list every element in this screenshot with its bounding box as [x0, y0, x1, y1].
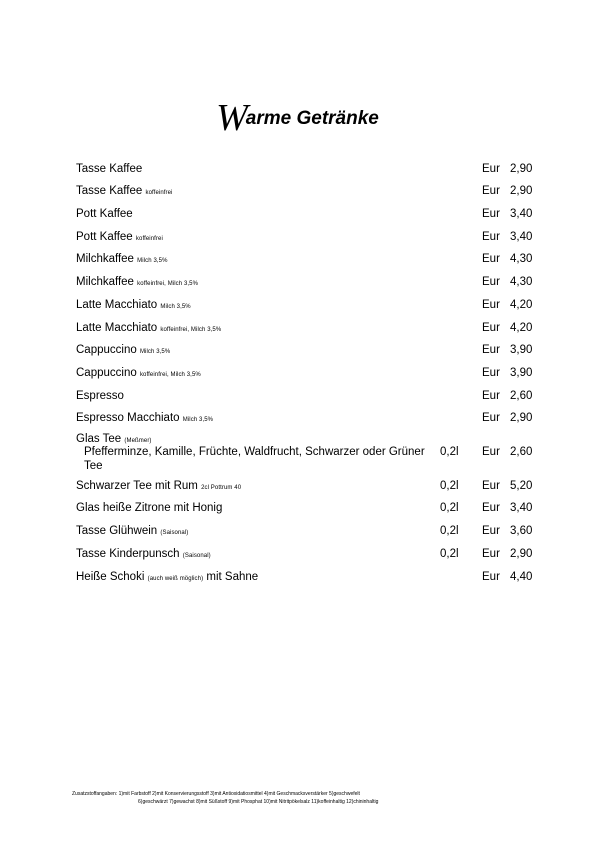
item-description: Pfefferminze, Kamille, Früchte, Waldfrucht, Schwarzer oder Grüner Tee — [84, 446, 425, 472]
item-price: 3,60 — [510, 525, 533, 537]
footnote-line-1: Zusatzstoffangaben: 1)mit Farbstoff 2)mit Konservierungsstoff 3)mit Antioxidatiosmittel 4)mit Geschmacksverstärker 5)geschwefelt — [72, 791, 360, 797]
item-title: Cappuccino — [76, 367, 137, 379]
item-currency: Eur — [482, 480, 500, 492]
item-name — [76, 252, 168, 268]
item-currency: Eur — [482, 163, 500, 175]
item-title: Pott Kaffee — [76, 208, 133, 220]
item-suffix: mit Sahne — [206, 571, 259, 583]
item-name — [76, 298, 191, 314]
item-note: koffeinfrei — [135, 236, 163, 242]
item-currency: Eur — [482, 525, 500, 537]
item-size: 0,2l — [440, 502, 459, 514]
item-name — [76, 411, 213, 427]
item-currency: Eur — [482, 571, 500, 583]
item-price: 2,90 — [510, 548, 533, 560]
item-price: 3,90 — [510, 344, 533, 356]
item-note: koffeinfrei, Milch 3,5% — [160, 327, 222, 333]
item-note: Milch 3,5% — [182, 417, 214, 423]
item-price: 2,90 — [510, 163, 533, 175]
item-name — [76, 162, 142, 176]
item-currency: Eur — [482, 276, 500, 288]
item-title: Tasse Kinderpunsch — [76, 548, 180, 560]
item-title: Latte Macchiato — [76, 299, 158, 311]
item-price: 3,40 — [510, 231, 533, 243]
item-currency: Eur — [482, 412, 500, 424]
item-currency: Eur — [482, 322, 500, 334]
item-price: 3,40 — [510, 208, 533, 220]
item-size: 0,2l — [440, 525, 459, 537]
item-title: Cappuccino — [76, 344, 137, 356]
item-note: koffeinfrei — [145, 190, 173, 196]
footnote-line-2: 6)geschwärzt 7)gewachst 8)mit Süßstoff 9)mit Phosphat 10)mit Nitritpökelsalz 11)koffeinhaltig 12)chininhaltig — [138, 799, 379, 805]
item-note: Milch 3,5% — [160, 304, 191, 310]
item-currency: Eur — [482, 367, 500, 379]
item-note: (Meßmer) — [124, 438, 152, 444]
item-currency: Eur — [482, 253, 500, 265]
item-price: 5,20 — [510, 480, 533, 492]
item-price: 2,60 — [510, 446, 533, 458]
item-name — [76, 547, 211, 563]
item-title: Milchkaffee — [76, 276, 134, 288]
item-title: Schwarzer Tee mit Rum — [76, 480, 198, 492]
item-currency: Eur — [482, 344, 500, 356]
item-name — [76, 343, 170, 359]
item-title: Latte Macchiato — [76, 322, 158, 334]
item-price: 4,40 — [510, 571, 533, 583]
item-title: Glas Tee — [76, 433, 122, 445]
item-name — [76, 184, 173, 200]
item-currency: Eur — [482, 390, 500, 402]
item-note: (auch weiß möglich) — [147, 576, 204, 582]
item-note: koffeinfrei, Milch 3,5% — [139, 372, 201, 378]
item-price: 4,20 — [510, 299, 533, 311]
item-currency: Eur — [482, 548, 500, 560]
item-name — [76, 501, 222, 515]
item-name — [76, 207, 133, 221]
item-note: (Saisonal) — [160, 530, 189, 536]
item-price: 4,30 — [510, 276, 533, 288]
item-name — [76, 275, 198, 291]
item-price: 2,60 — [510, 390, 533, 402]
item-name — [76, 321, 221, 337]
item-price: 4,20 — [510, 322, 533, 334]
item-title: Tasse Glühwein — [76, 525, 158, 537]
item-price: 3,40 — [510, 502, 533, 514]
item-title: Glas heiße Zitrone mit Honig — [76, 502, 223, 514]
item-title: Pott Kaffee — [76, 231, 133, 243]
item-name — [76, 230, 163, 246]
item-title: Tasse Kaffee — [76, 185, 143, 197]
item-currency: Eur — [482, 446, 500, 458]
item-price: 2,90 — [510, 185, 533, 197]
item-note: Milch 3,5% — [139, 349, 171, 355]
item-size: 0,2l — [440, 446, 459, 458]
item-title: Tasse Kaffee — [76, 163, 143, 175]
item-title: Heiße Schoki — [76, 571, 145, 583]
item-currency: Eur — [482, 185, 500, 197]
item-title: Espresso — [76, 390, 124, 402]
item-price: 2,90 — [510, 412, 533, 424]
item-title: Espresso Macchiato — [76, 412, 180, 424]
item-note: koffeinfrei, Milch 3,5% — [137, 281, 199, 287]
item-name — [76, 524, 188, 540]
item-note: Milch 3,5% — [137, 258, 168, 264]
item-name — [76, 366, 201, 382]
item-currency: Eur — [482, 502, 500, 514]
item-name — [76, 389, 124, 403]
item-note: 2cl Pottrum 40 — [201, 485, 242, 491]
item-currency: Eur — [482, 231, 500, 243]
item-note: (Saisonal) — [182, 553, 211, 559]
item-price: 3,90 — [510, 367, 533, 379]
item-currency: Eur — [482, 299, 500, 311]
item-title: Milchkaffee — [76, 253, 134, 265]
title-initial: W — [216, 97, 245, 139]
item-price: 4,30 — [510, 253, 533, 265]
item-name — [76, 479, 241, 495]
title-text: arme Getränke — [245, 108, 379, 129]
item-currency: Eur — [482, 208, 500, 220]
item-size: 0,2l — [440, 548, 459, 560]
item-size: 0,2l — [440, 480, 459, 492]
item-name — [76, 570, 258, 586]
